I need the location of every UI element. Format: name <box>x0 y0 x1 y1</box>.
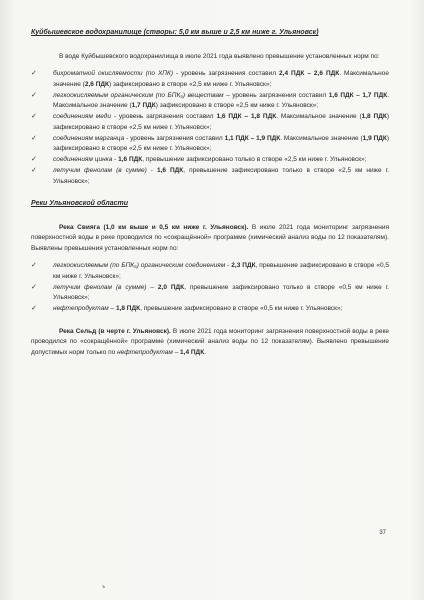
list-item: ✓ бихроматной окисляемости (по ХПК) - уровень загрязнения составил 2,4 ПДК – 2,6 ПДК. Максимальное значение (2,6 ПДК) зафиксировано в створе «2,5 км ниже г. Ульяновск»; <box>31 70 389 88</box>
list-item: ✓ нефтепродуктам – 1,8 ПДК, превышение зафиксировано в створе «0,5 км ниже г. Ульяновск»; <box>31 304 389 315</box>
list-item: ✓ летучим фенолам (в сумме) - 1,6 ПДК, превышение зафиксировано только в створе «2,5 км ниже г. Ульяновск»; <box>31 167 389 185</box>
checkmark-icon: ✓ <box>31 305 37 312</box>
sviyaga-exceedance-list <box>31 261 389 315</box>
reservoir-intro: В воде Куйбышевского водохранилища в июле 2021 года выявлено превышение установленных норм по: <box>59 52 380 60</box>
checkmark-icon: ✓ <box>31 134 37 142</box>
checkmark-icon: ✓ <box>31 113 37 120</box>
checkmark-icon: ✓ <box>31 283 37 291</box>
section-heading-reservoir: Куйбышевское водохранилище (створы: 5,0 км выше и 2,5 км ниже г. Ульяновск) <box>31 29 319 36</box>
list-item: ✓ легкоокисляемым органическим (по БПК₅) веществам – уровень загрязнения составил 1,6 ПДК – 1,7 ПДК. Максимальное значение (1,7 ПДК) зафиксировано в створе «2,5 км ниже г. Ульяновск»; <box>31 91 389 109</box>
checkmark-icon: ✓ <box>31 91 37 99</box>
footer-mark: ъ <box>102 584 106 590</box>
list-item: ✓ соединениям меди - уровень загрязнения составил 1,6 ПДК – 1,8 ПДК. Максимальное значение (1,8 ПДК) зафиксировано в створе «2,5 км ниже г. Ульяновск»; <box>31 113 389 131</box>
checkmark-icon: ✓ <box>31 167 37 174</box>
checkmark-icon: ✓ <box>31 70 37 77</box>
seld-paragraph: Река Сельд (в черте г. Ульяновск). В июле 2021 года мониторинг загрязнения поверхностной воды в реке проводился по «сокращённой» программе (химический анализ воды по 12 показателям). Выявлено превышение допустимых норм только по нефтепродуктам – 1,4 ПДК. <box>31 327 389 356</box>
section-heading-rivers: Реки Ульяновской области <box>31 200 128 207</box>
list-item: ✓ соединениям марганца - уровень загрязнения составил 1,1 ПДК – 1,9 ПДК. Максимальное значение (1,9 ПДК) зафиксировано в створе «2,5 км ниже г. Ульяновск»; <box>31 134 390 152</box>
list-item: ✓ легкоокисляемым (по БПК₅) органическим соединениям - 2,3 ПДК, превышение зафиксировано в створе «0,5 км ниже г. Ульяновск»; <box>31 262 390 280</box>
checkmark-icon: ✓ <box>31 262 37 269</box>
list-item: ✓ соединениям цинка - 1,6 ПДК, превышение зафиксировано только в створе «2,5 км ниже г. Ульяновск»; <box>31 155 389 166</box>
sviyaga-paragraph: Река Свияга (1,0 км выше и 0,5 км ниже г. Ульяновск). В июле 2021 года мониторинг загрязнения поверхностной воды в реке проводился по «сокращённой» программе (химический анализ воды по 12 показателям). Выявлены превышения установленных норм по: <box>31 223 389 252</box>
page-number: 37 <box>379 530 386 536</box>
list-item: ✓ летучим фенолам (в сумме) – 2,0 ПДК, превышение зафиксировано только в створе «0,5 км ниже г. Ульяновск»; <box>31 283 389 301</box>
river-title-sviyaga: Река Свияга (1,0 км выше и 0,5 км ниже г. Ульяновск). <box>59 223 249 231</box>
river-title-seld: Река Сельд (в черте г. Ульяновск). <box>59 327 171 335</box>
page-content <box>31 28 389 365</box>
reservoir-exceedance-list <box>31 69 389 187</box>
checkmark-icon: ✓ <box>31 156 37 163</box>
